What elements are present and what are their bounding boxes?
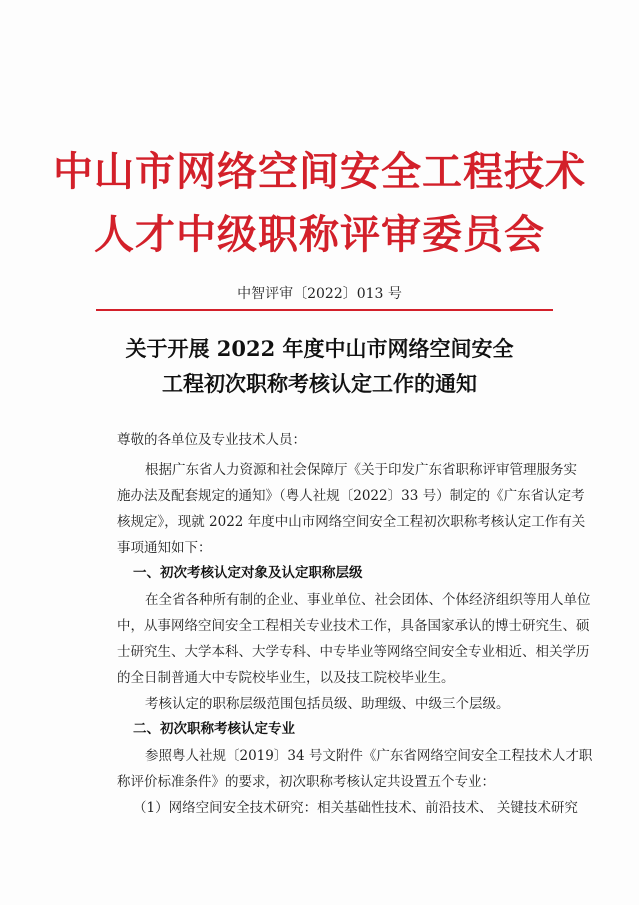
section-2-line: 参照粤人社规〔2019〕34 号文附件《广东省网络空间安全工程技术人才职 (145, 748, 593, 764)
section-1-levels: 考核认定的职称层级范围包括员级、助理级、中级三个层级。 (145, 696, 510, 712)
section-1-line: 士研究生、大学本科、大学专科、中专毕业等网络空间安全专业相近、相关学历 (117, 644, 590, 660)
section-2-heading: 二、初次职称考核认定专业 (133, 721, 295, 737)
intro-line: 事项通知如下： (117, 540, 212, 556)
red-divider-line (96, 309, 553, 311)
notice-subject-line-2: 工程初次职称考核认定工作的通知 (162, 371, 477, 396)
section-2-line: 称评价标准条件》的要求，初次职称考核认定共设置五个专业： (117, 774, 495, 790)
section-2-item: （1）网络空间安全技术研究：相关基础性技术、前沿技术、 关键技术研究 (133, 800, 578, 816)
intro-line: 施办法及配套规定的通知》（粤人社规〔2022〕33 号）制定的《广东省认定考 (117, 488, 585, 504)
document-number: 中智评审〔2022〕013 号 (237, 286, 402, 302)
notice-subject-line-1: 关于开展 2022 年度中山市网络空间安全 (125, 336, 514, 361)
issuer-title-line-2: 人才中级职称评审委员会 (94, 211, 545, 258)
intro-line: 核规定》，现就 2022 年度中山市网络空间安全工程初次职称考核认定工作有关 (117, 514, 586, 530)
section-1-heading: 一、初次考核认定对象及认定职称层级 (133, 565, 363, 581)
section-1-line: 中，从事网络空间安全工程相关专业技术工作，具备国家承认的博士研究生、硕 (117, 618, 590, 634)
salutation: 尊敬的各单位及专业技术人员： (117, 432, 306, 448)
section-1-line: 在全省各种所有制的企业、事业单位、社会团体、个体经济组织等用人单位 (145, 592, 591, 608)
issuer-title-line-1: 中山市网络空间安全工程技术 (53, 148, 586, 195)
intro-line: 根据广东省人力资源和社会保障厅《关于印发广东省职称评审管理服务实 (145, 462, 577, 478)
section-1-line: 的全日制普通大中专院校毕业生，以及技工院校毕业生。 (117, 670, 455, 686)
